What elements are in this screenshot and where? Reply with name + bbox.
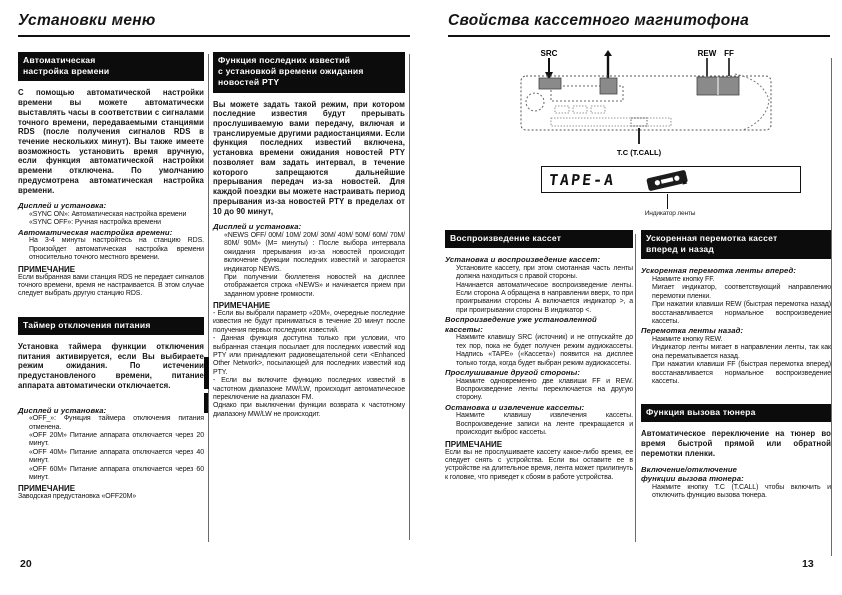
panel-button — [555, 106, 569, 113]
ff-button-label: FF — [724, 49, 734, 58]
fastwind-forward-heading: Ускоренная перемотка ленты вперед: — [641, 266, 796, 276]
scan-artifact-mark — [204, 393, 208, 413]
sync-off-item: «SYNC OFF»: Ручная настройка времени — [29, 219, 161, 227]
panel-button — [573, 106, 587, 113]
panel-right-contour — [735, 74, 769, 130]
off40m-item: «OFF 40M» Питание аппарата отключается через 40 минут. — [29, 448, 204, 465]
right-column-divider — [635, 234, 636, 542]
news-note-2: - Данная функция доступна только при условии, что выбранная станция посылает для последних известий код PTY или принадлежит радиовещательной сети <Enhanced Other Network>, посылающей для последних известий код PTY. — [213, 335, 405, 376]
playback-sub3-heading: Прослушивание другой стороны: — [445, 367, 580, 377]
left-page-title: Установки меню — [18, 12, 410, 37]
fastwind-rewind-line1: Нажмите кнопку REW. — [652, 335, 723, 343]
power-timer-intro: Установка таймера функции отключения питания активируется, если Вы выбираете режим ожидания. По истечении предустановленого времени, питание аппарата автоматически отключается. — [18, 341, 204, 390]
right-page-number: 13 — [802, 558, 814, 570]
left-page-edge-rule — [409, 54, 410, 540]
note-heading: ПРИМЕЧАНИЕ — [18, 264, 76, 274]
playback-sub4-heading: Остановка и извлечение кассеты: — [445, 402, 585, 412]
fastwind-forward-line3: При нажатии клавиши REW (быстрая перемотка назад) восстанавливается нормальное воспроизведение кассеты. — [652, 301, 831, 325]
left-column-2 — [213, 52, 405, 419]
display-setup-heading: Дисплей и установка: — [18, 201, 107, 211]
eject-button — [600, 78, 617, 94]
section-header-news-pty: Функция последних известий с установкой времени ожидания новостей PTY — [213, 52, 405, 93]
news-display-text-2: При получении бюллетеня новостей на дисплее отображается строка «NEWS» и начинается прием при заданном уровне громкости. — [224, 273, 405, 298]
lcd-tape-text: TAPE-A — [548, 170, 617, 189]
tuner-call-sub-heading-1: Включение/отключение — [641, 464, 738, 474]
playback-sub4-text: Нажмите клавишу извлечения кассеты. Воспроизведение записи на ленте прекращается и происходит выброс кассеты. — [456, 412, 633, 437]
eject-icon — [604, 50, 612, 56]
tuner-call-intro: Автоматическое переключение на тюнер во время быстрой прямой или обратной перемотки пленки. — [641, 429, 831, 458]
note-heading: ПРИМЕЧАНИЕ — [18, 484, 76, 494]
lcd-display — [541, 166, 801, 193]
right-page-title: Свойства кассетного магнитофона — [448, 12, 830, 37]
fastwind-forward-line2: Мигает индикатор, соответствующий направлению перемотки пленки. — [652, 284, 831, 300]
src-button-label: SRC — [540, 49, 558, 58]
playback-sub1-text2: Начинается автоматическое воспроизведение ленты. Если сторона A обращена в направлении вверх, то при проигрывании стороны A включается индикатор >, а при проигрывании стороны B индикатор <. — [456, 281, 633, 314]
off20m-item: «OFF 20M» Питание аппарата отключается через 20 минут. — [29, 432, 204, 448]
off60m-item: «OFF 60M» Питание аппарата отключается через 60 минут. — [29, 465, 204, 481]
tuner-call-sub-heading-2: функции вызова тюнера: — [641, 474, 744, 484]
auto-time-text: На 3-4 минуты настройтесь на станцию RDS. Произойдет автоматическая настройка времени относительно точного местного времени. — [29, 237, 204, 262]
playback-note-text: Если вы не прослушиваете кассету какое-либо время, ее следует снять с устройства. Если вы оставите ее в устройстве на длительное время, лента может прилипнуть к головке, что приведет к сбоям в работе устройства. — [445, 448, 633, 481]
playback-sub3-text: Нажмите одновременно две клавиши FF и REW. Воспроизведение ленты переключается на другую сторону. — [456, 377, 633, 402]
news-note-1: - Если вы выбрали параметр «20M», очередные последние известия не будут приниматься в течение 20 минут после получения первых последних известий. — [213, 310, 405, 334]
fastwind-rewind-line3: При нажатии клавиши FF (быстрая перемотка вперед) восстанавливается нормальное воспроизведение кассеты. — [652, 361, 831, 385]
section-header-auto-time: Автоматическая настройка времени — [18, 52, 204, 81]
tcall-button — [631, 118, 647, 126]
section-header-fast-wind: Ускоренная перемотка кассет вперед и назад — [641, 230, 831, 259]
fastwind-rewind-line2: Индикатор ленты мигает в направлении ленты, так как она перематывается назад. — [652, 344, 831, 360]
note-text: Если выбранная вами станция RDS не передает сигналов точного времени, время не настраивается. В этом случае следует выбрать другую станцию RDS. — [18, 273, 204, 298]
playback-sub1-text1: Установите кассету, при этом смотанная часть ленты должна находиться с правой стороны. — [456, 264, 633, 281]
right-page-edge-rule — [831, 58, 832, 556]
rew-button-label: REW — [697, 49, 717, 58]
playback-sub2-text: Нажмите клавишу SRC (источник) и не отпускайте до тех пор, пока не будет получен режим аудиокассеты. Надпись «TAPE» («Кассета») появится на дисплее только тогда, когда будет выбран режим аудиокассеты. — [456, 334, 633, 367]
section-header-tuner-call: Функция вызова тюнера — [641, 404, 831, 422]
news-intro: Вы можете задать такой режим, при котором последние известия будут прерывать прослушиваемую вами передачу, включая и транслируемые другими радиостанциями. Если функция последних известий включена, установка времени ожидания новостей PTY позволяет вам задать интервал, в течение которого запрещаются дальнейшие прерывания передач из-за новостей. Для каждой поездки вы можете настраивать период прерывания из-за новостей PTY в пределах от 10 до 90 минут, — [213, 99, 405, 216]
cassette-icon — [641, 169, 693, 191]
tape-indicator-caption: Индикатор ленты — [644, 210, 696, 217]
panel-button — [591, 106, 605, 113]
src-button — [539, 78, 561, 89]
news-display-text-1: «NEWS OFF/ 00M/ 10M/ 20M/ 30M/ 40M/ 50M/ 60M/ 70M/ 80M/ 90M» (M= минуты) : После выбора интервала ожидания прерывания из-за новостей происходит включение функции последних известий и загорается индикатор NEWS. — [224, 231, 405, 273]
section-header-power-timer: Таймер отключения питания — [18, 317, 204, 335]
panel-button-row — [551, 118, 671, 126]
playback-sub1-heading: Установка и воспроизведение кассет: — [445, 255, 601, 265]
scan-artifact-mark — [204, 357, 209, 389]
news-note-3: - Если вы включите функцию последних известий в частотном диапазоне MW/LW, происходит автоматическое переключение на диапазон FM. — [213, 377, 405, 401]
display-setup-heading: Дисплей и установка: — [18, 405, 107, 415]
volume-knob — [526, 93, 544, 111]
tape-indicator-callout-line — [667, 194, 668, 209]
tcall-button-label: T.C (T.CALL) — [616, 148, 662, 157]
playback-sub2-heading: Воспроизведение уже установленной кассеты: — [445, 315, 597, 334]
section-header-playback: Воспроизведение кассет — [445, 230, 633, 248]
stereo-front-panel-diagram — [455, 44, 827, 162]
left-column-1 — [18, 52, 204, 502]
tuner-call-text: Нажмите кнопку T.C (T.CALL) чтобы включить и отключить функцию вызова тюнера. — [652, 483, 831, 500]
right-column-1 — [445, 230, 633, 482]
auto-time-intro: С помощью автоматической настройки времени вы можете автоматически выставлять часы в соответствии с сигналами точного времени, передаваемыми станциями RDS (после получения сигналов RDS в течение нескольких минут). Вы также имеете возможность установить время вручную, если функция автоматической настройки времени отключена. По умолчанию предусмотрена автоматическая настройка времени. — [18, 88, 204, 195]
fastwind-rewind-heading: Перемотка ленты назад: — [641, 326, 744, 336]
off-item: «OFF_»: Функция таймера отключения питания отменена. — [29, 415, 204, 431]
left-page-number: 20 — [20, 558, 32, 570]
sync-on-item: «SYNC ON»: Автоматическая настройка времени — [29, 211, 187, 219]
note-heading: ПРИМЕЧАНИЕ — [445, 439, 503, 449]
note-heading: ПРИМЕЧАНИЕ — [213, 301, 271, 311]
fastwind-forward-line1: Нажмите кнопку FF. — [652, 275, 715, 283]
news-note-4: Однако при выключении функции возврата к частотному диапазону MW/LW не происходит. — [213, 402, 405, 418]
left-column-divider — [208, 54, 209, 542]
display-setup-heading: Дисплей и установка: — [213, 222, 302, 232]
auto-time-heading: Автоматическая настройка времени: — [18, 227, 173, 237]
note-text: Заводская предустановка «OFF20M» — [18, 493, 137, 501]
right-column-2 — [641, 230, 831, 501]
